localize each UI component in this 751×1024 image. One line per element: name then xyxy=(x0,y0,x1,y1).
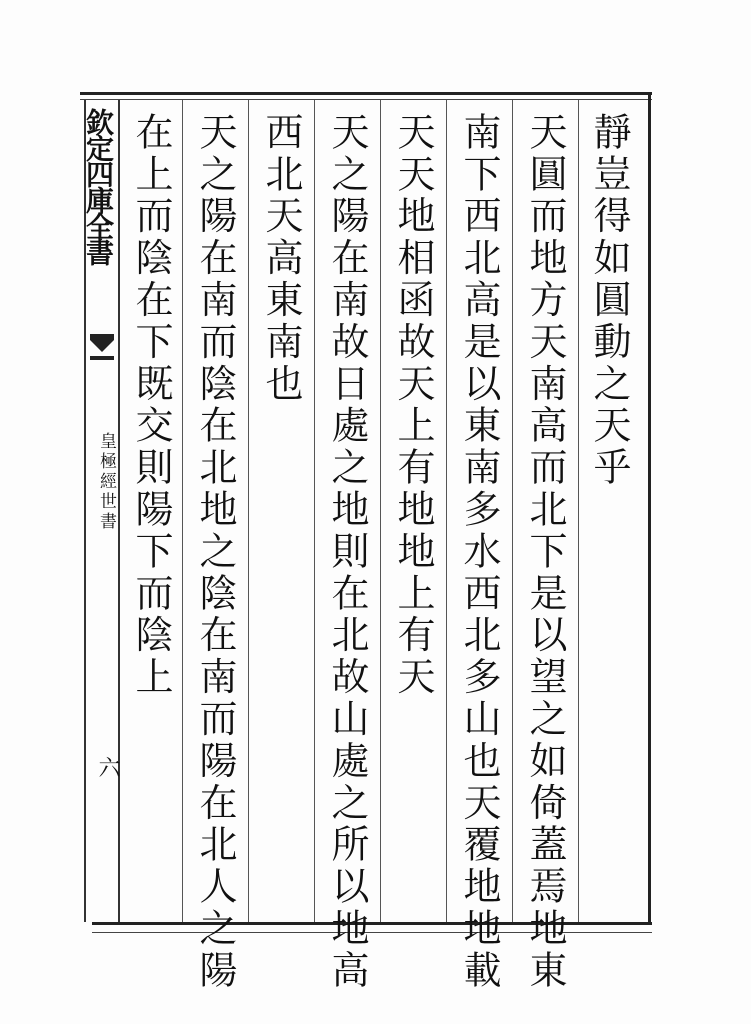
fish-tail-mark-icon xyxy=(88,330,116,366)
column-rule xyxy=(578,100,579,922)
column-rule xyxy=(512,100,513,922)
text-column: 天天地相函故天上有地地上有天 xyxy=(391,112,435,699)
text-column: 在上而陰在下既交則陽下而陰上 xyxy=(129,112,173,699)
frame-top-inner-border xyxy=(80,99,652,100)
margin-page-number: 六 xyxy=(95,756,120,778)
margin-book-title: 皇極經世書 xyxy=(96,432,116,532)
column-rule xyxy=(446,100,447,922)
frame-right-border xyxy=(648,92,651,925)
text-column: 靜豈得如圓動之天乎 xyxy=(587,112,631,490)
text-column: 天圓而地方天南高而北下是以望之如倚蓋焉地東 xyxy=(523,112,567,992)
text-column: 天之陽在南故日處之地則在北故山處之所以地高 xyxy=(325,112,369,992)
column-rule xyxy=(248,100,249,922)
text-column: 南下西北高是以東南多水西北多山也天覆地地載 xyxy=(457,112,501,992)
text-column: 天之陽在南而陰在北地之陰在南而陽在北人之陽 xyxy=(193,112,237,992)
frame-bottom-border xyxy=(92,922,652,925)
margin-collection-title: 欽定四庫全書 xyxy=(82,108,115,264)
column-rule xyxy=(314,100,315,922)
column-rule xyxy=(182,100,183,922)
text-column: 西北天高東南也 xyxy=(259,112,303,406)
column-rule xyxy=(380,100,381,922)
frame-bottom-inner-border xyxy=(92,932,652,933)
frame-top-border xyxy=(80,92,652,95)
